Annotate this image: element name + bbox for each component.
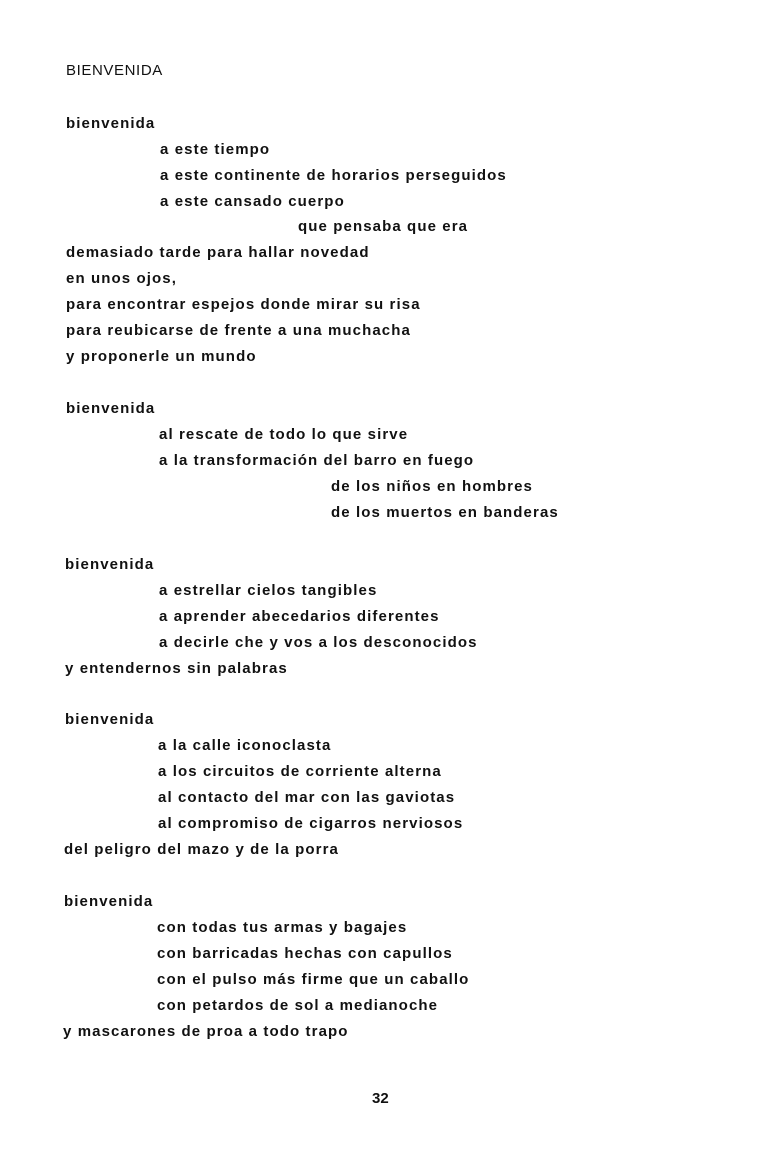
poem-line: con todas tus armas y bagajes	[157, 919, 408, 936]
poem-line: al contacto del mar con las gaviotas	[158, 789, 456, 806]
poem-line: a la calle iconoclasta	[158, 737, 332, 754]
poem-line: con barricadas hechas con capullos	[157, 945, 453, 962]
poem-line: bienvenida	[66, 115, 156, 132]
poem-line: a aprender abecedarios diferentes	[159, 608, 440, 625]
poem-line: y mascarones de proa a todo trapo	[63, 1023, 349, 1040]
poem-line: a estrellar cielos tangibles	[159, 582, 378, 599]
poem-title: BIENVENIDA	[66, 62, 163, 79]
poem-line: al rescate de todo lo que sirve	[159, 426, 409, 443]
poem-line: bienvenida	[65, 556, 155, 573]
poem-line: bienvenida	[64, 893, 154, 910]
poem-line: a la transformación del barro en fuego	[159, 452, 475, 469]
poem-line: al compromiso de cigarros nerviosos	[158, 815, 464, 832]
poem-line: bienvenida	[66, 400, 156, 417]
poem-line: y entendernos sin palabras	[65, 660, 288, 677]
poem-line: y proponerle un mundo	[66, 348, 257, 365]
poem-line: de los muertos en banderas	[331, 504, 559, 521]
poem-line: en unos ojos,	[66, 270, 177, 287]
poem-line: a este continente de horarios perseguidos	[160, 167, 507, 184]
page-number: 32	[372, 1090, 389, 1107]
poem-line: demasiado tarde para hallar novedad	[66, 244, 370, 261]
poem-line: de los niños en hombres	[331, 478, 533, 495]
poem-line: que pensaba que era	[298, 218, 469, 235]
poem-line: a este cansado cuerpo	[160, 193, 345, 210]
poem-line: para reubicarse de frente a una muchacha	[66, 322, 411, 339]
poem-line: para encontrar espejos donde mirar su risa	[66, 296, 421, 313]
poem-line: a los circuitos de corriente alterna	[158, 763, 442, 780]
poem-line: con el pulso más firme que un caballo	[157, 971, 470, 988]
poem-line: con petardos de sol a medianoche	[157, 997, 439, 1014]
poem-line: del peligro del mazo y de la porra	[64, 841, 339, 858]
poem-line: bienvenida	[65, 711, 155, 728]
poem-line: a este tiempo	[160, 141, 271, 158]
poem-line: a decirle che y vos a los desconocidos	[159, 634, 478, 651]
